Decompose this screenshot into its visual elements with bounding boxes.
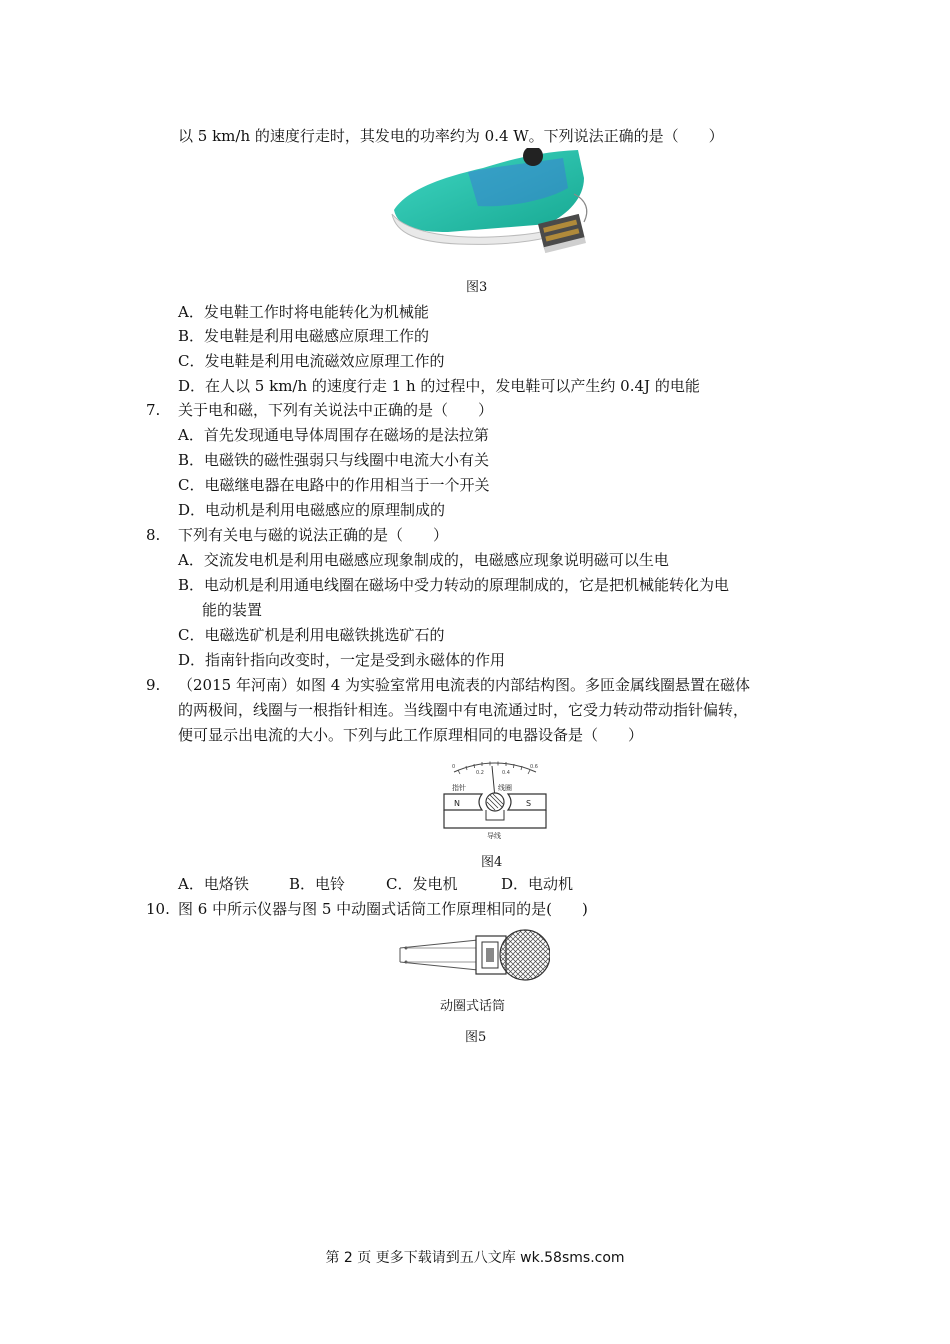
q10-stem: 图 6 中所示仪器与图 5 中动圈式话筒工作原理相同的是( ) xyxy=(178,900,588,918)
microphone-label: 动圈式话筒 xyxy=(440,999,506,1014)
microphone-diagram xyxy=(398,924,550,986)
south-pole-label: S xyxy=(526,799,532,808)
figure-5-caption: 图5 xyxy=(465,1030,487,1045)
q9-option-c: C．发电机 xyxy=(386,875,458,893)
scale-label-06: 0.6 xyxy=(530,764,538,770)
figure-3-shoe xyxy=(388,148,598,266)
q6-option-d: D．在人以 5 km/h 的速度行走 1 h 的过程中，发电鞋可以产生约 0.4J 的电能 xyxy=(178,377,700,395)
figure-4-caption: 图4 xyxy=(481,855,503,870)
q8-stem: 下列有关电与磁的说法正确的是（ ） xyxy=(178,526,449,544)
q10-number: 10. xyxy=(146,900,170,918)
q6-option-b: B．发电鞋是利用电磁感应原理工作的 xyxy=(178,327,430,345)
figure-3-caption: 图3 xyxy=(466,280,488,295)
coil-label: 线圈 xyxy=(498,784,512,792)
q7-number: 7. xyxy=(146,401,161,419)
figure-5-microphone xyxy=(398,924,550,986)
q7-option-c: C．电磁继电器在电路中的作用相当于一个开关 xyxy=(178,476,490,494)
q9-stem-line-1: （2015 年河南）如图 4 为实验室常用电流表的内部结构图。多匝金属线圈悬置在磁体 xyxy=(178,676,751,694)
q7-option-d: D．电动机是利用电磁感应的原理制成的 xyxy=(178,501,446,519)
q7-stem: 关于电和磁，下列有关说法中正确的是（ ） xyxy=(178,401,494,419)
q6-intro-line: 以 5 km/h 的速度行走时，其发电的功率约为 0.4 W。下列说法正确的是（ ） xyxy=(178,127,724,145)
q6-option-c: C．发电鞋是利用电流磁效应原理工作的 xyxy=(178,352,445,370)
q8-option-b-continued: 能的装置 xyxy=(202,601,263,619)
q6-option-a: A．发电鞋工作时将电能转化为机械能 xyxy=(178,303,429,321)
q8-option-c: C．电磁选矿机是利用电磁铁挑选矿石的 xyxy=(178,626,445,644)
q9-number: 9. xyxy=(146,676,161,694)
ammeter-diagram xyxy=(440,758,550,842)
shoe-illustration xyxy=(388,148,598,266)
north-pole-label: N xyxy=(454,799,460,808)
q9-option-a: A．电烙铁 xyxy=(178,875,249,893)
page-footer: 第 2 页 更多下载请到五八文库 wk.58sms.com xyxy=(325,1250,625,1266)
figure-4-ammeter xyxy=(440,758,550,842)
q8-option-a: A．交流发电机是利用电磁感应现象制成的，电磁感应现象说明磁可以生电 xyxy=(178,551,669,569)
q9-stem-line-2: 的两极间，线圈与一根指针相连。当线圈中有电流通过时，它受力转动带动指针偏转， xyxy=(178,701,749,719)
pointer-label: 指针 xyxy=(452,784,466,792)
q7-option-b: B．电磁铁的磁性强弱只与线圈中电流大小有关 xyxy=(178,451,490,469)
q9-option-d: D．电动机 xyxy=(501,875,574,893)
scale-label-0: 0 xyxy=(452,764,456,770)
q9-stem-line-3: 便可显示出电流的大小。下列与此工作原理相同的电器设备是（ ） xyxy=(178,726,644,744)
q7-option-a: A．首先发现通电导体周围存在磁场的是法拉第 xyxy=(178,426,489,444)
scale-label-02: 0.2 xyxy=(476,770,484,776)
wire-label: 导线 xyxy=(487,832,501,840)
q8-option-d: D．指南针指向改变时，一定是受到永磁体的作用 xyxy=(178,651,506,669)
scale-label-04: 0.4 xyxy=(502,770,510,776)
q9-option-b: B．电铃 xyxy=(289,875,346,893)
q8-option-b: B．电动机是利用通电线圈在磁场中受力转动的原理制成的，它是把机械能转化为电 xyxy=(178,576,730,594)
q8-number: 8. xyxy=(146,526,161,544)
